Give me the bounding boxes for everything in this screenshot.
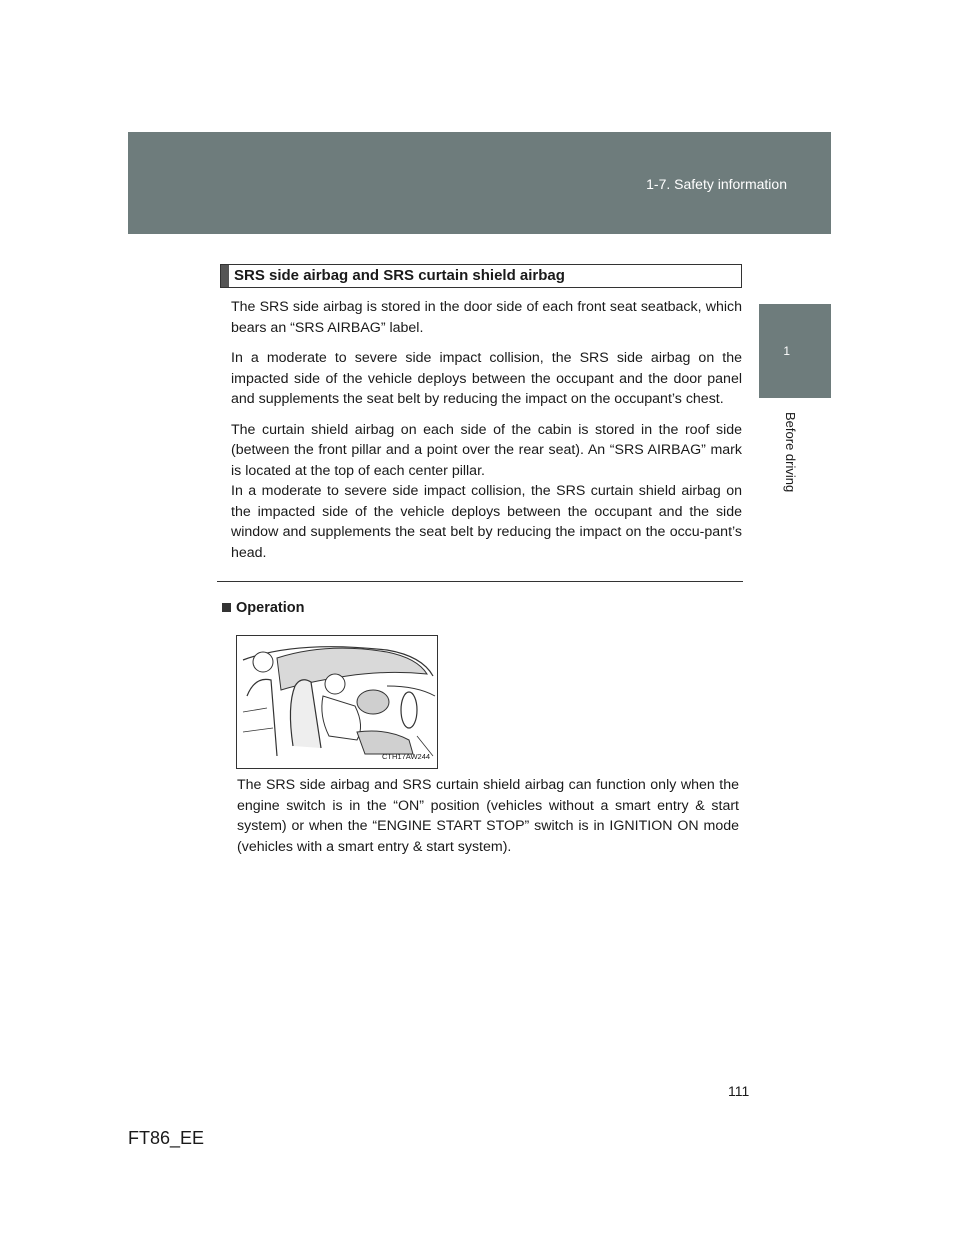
chapter-label: Before driving (783, 412, 798, 493)
square-bullet-icon (222, 603, 231, 612)
document-code: FT86_EE (128, 1128, 205, 1148)
page-number: 111 (728, 1083, 750, 1099)
chapter-number: 1 (783, 344, 790, 358)
car-interior-airbag-icon (237, 636, 437, 768)
paragraph-1: The SRS side airbag is stored in the door side of each front seat seatback, which bears an “SRS AIRBAG” label. (231, 299, 742, 336)
body-text (231, 297, 742, 573)
operation-caption (237, 775, 739, 857)
image-code: CTH17AW244 (382, 752, 431, 761)
section-title: SRS side airbag and SRS curtain shield airbag (234, 267, 565, 284)
operation-heading-text: Operation (236, 600, 305, 616)
paragraph-4: In a moderate to severe side impact collision, the SRS curtain shield airbag on the impacted side of the vehicle deploys between the occupant and the side window and supplements the seat belt by reducing the impact on the occu-pant’s head. (231, 483, 742, 561)
paragraph-2: In a moderate to severe side impact collision, the SRS side airbag on the impacted side of the vehicle deploys between the occupant and the door panel and supplements the seat belt by reducing the impact on the occupant’s chest. (231, 350, 742, 407)
section-heading-box (220, 264, 742, 288)
chapter-tab (759, 304, 831, 398)
paragraph-3: The curtain shield airbag on each side of the cabin is stored in the roof side (between the front pillar and a point over the rear seat). An “SRS AIRBAG” mark is located at the top of each center pillar. (231, 421, 742, 479)
header-band (128, 132, 831, 234)
airbag-illustration (236, 635, 438, 769)
divider-rule (217, 581, 743, 582)
section-heading-bar (221, 265, 229, 287)
operation-caption-text: The SRS side airbag and SRS curtain shield airbag can function only when the engine switch is in the “ON” position (vehicles without a smart entry & start system) or when the “ENGINE START STOP” switch is in IGNITION ON mode (vehicles with a smart entry & start system). (237, 777, 739, 855)
operation-heading (222, 600, 304, 616)
section-header-title: 1-7. Safety information (646, 176, 787, 192)
